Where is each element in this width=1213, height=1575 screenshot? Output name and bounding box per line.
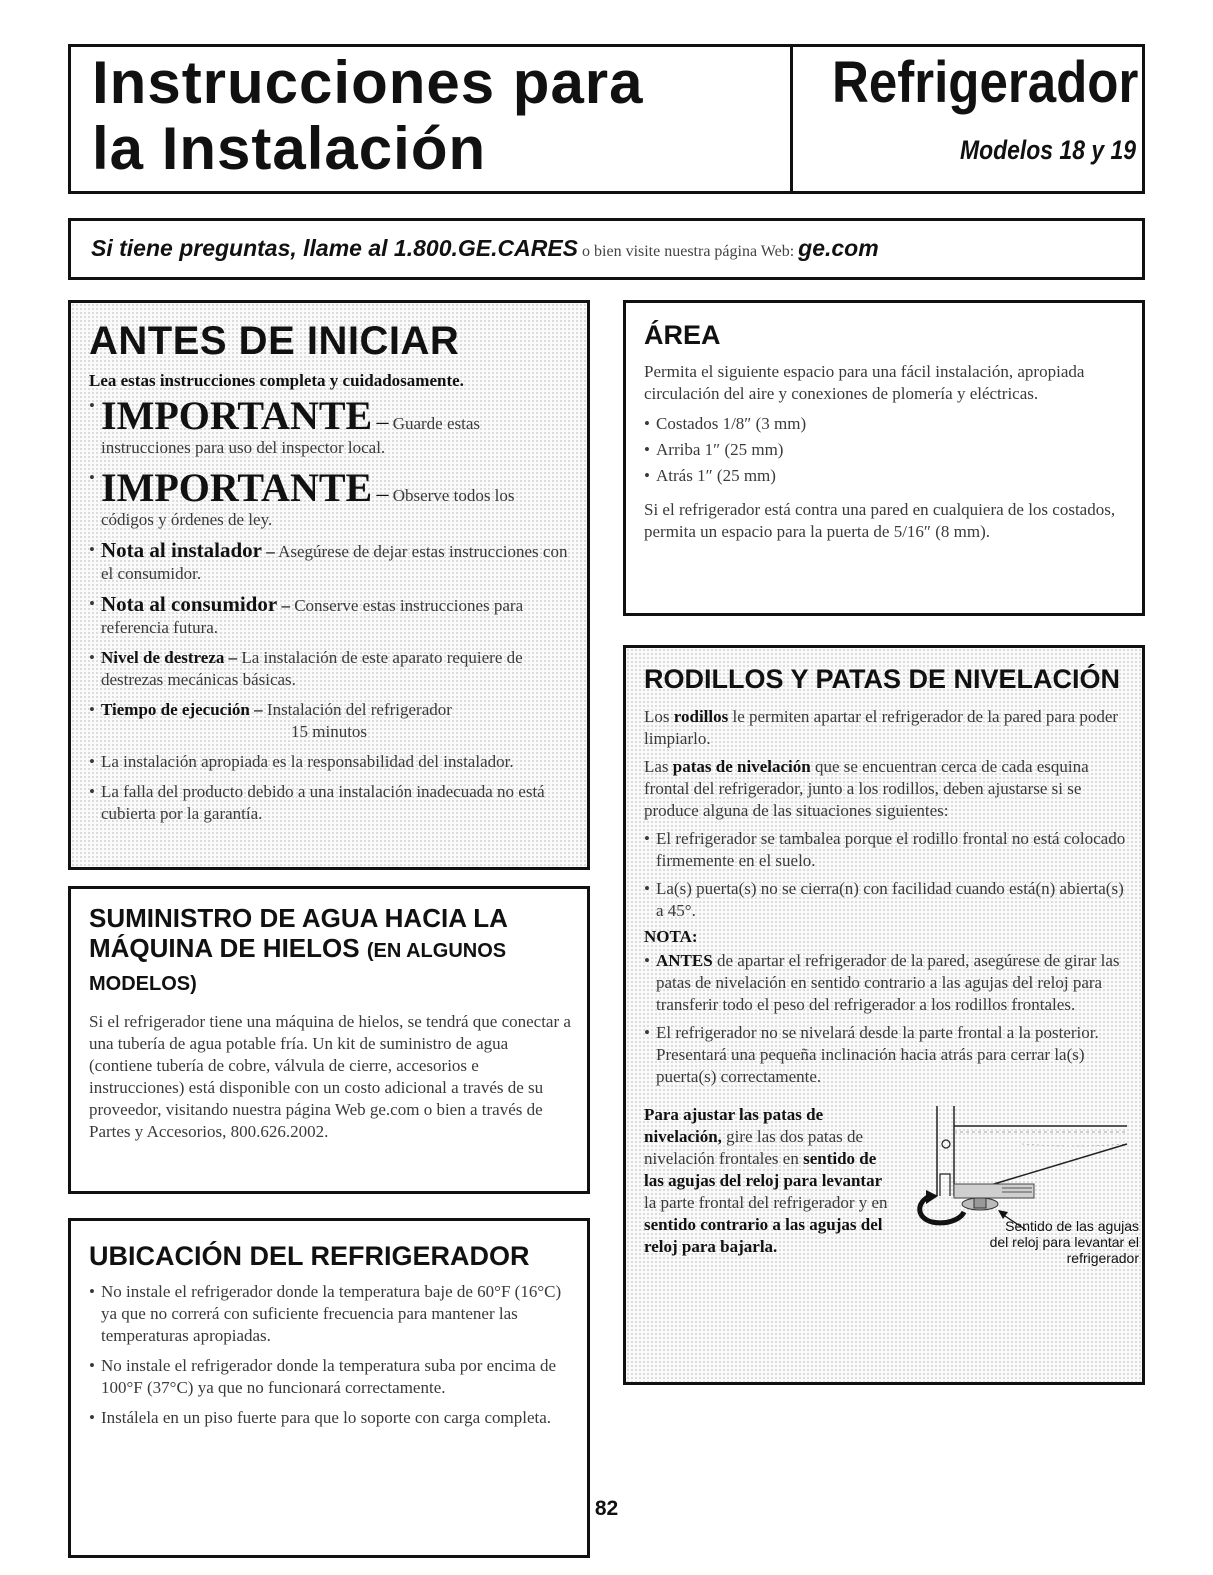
note-label: Nota al consumidor <box>101 592 278 616</box>
website-link[interactable]: ge.com <box>798 235 879 261</box>
section-title: RODILLOS Y PATAS DE NIVELACIÓN <box>644 664 1121 694</box>
note-item: • Nota al consumidor – Conserve estas instrucciones para referencia futura. <box>89 593 571 639</box>
important-label: IMPORTANTE <box>101 393 373 438</box>
list-item: • Atrás 1″ (25 mm) <box>644 465 1126 487</box>
area-section <box>623 300 1145 616</box>
section-title <box>89 903 571 999</box>
section-title: ÁREA <box>644 320 721 350</box>
nota-item: • ANTES de apartar el refrigerador de la pared, asegúrese de girar las patas de nivelación en sentido contrario a las agujas del reloj para transferir todo el peso del refrigerador a los rodillos frontales. <box>644 950 1126 1016</box>
patas-paragraph: Las patas de nivelación que se encuentran cerca de cada esquina frontal del refrigerador, junto a los rodillos, deben ajustarse si se produce alguna de las situaciones siguientes: <box>644 757 1089 820</box>
important-text: Guarde estas instrucciones para uso del inspector local. <box>101 414 481 457</box>
note-text: Conserve estas instrucciones para referencia futura. <box>101 596 524 637</box>
important-label: IMPORTANTE <box>101 465 373 510</box>
models-subtitle: Modelos 18 y 19 <box>959 135 1136 165</box>
page-number: 82 <box>594 1497 619 1520</box>
list-item: • El refrigerador se tambalea porque el rodillo frontal no está colocado firmemente en el suelo. <box>644 828 1126 872</box>
section-title: ANTES DE INICIAR <box>89 319 460 363</box>
note-text: Asegúrese de dejar estas instrucciones con el consumidor. <box>101 542 568 583</box>
list-item: • Costados 1/8″ (3 mm) <box>644 413 1126 435</box>
contact-question: Si tiene preguntas, llame al 1.800.GE.CARES <box>91 235 579 261</box>
nota-item: • El refrigerador no se nivelará desde la parte frontal a la posterior. Presentará una pequeña inclinación hacia atrás para cerrar la(s) puerta(s) correctamente. <box>644 1022 1126 1088</box>
title-small: (EN ALGUNOS <box>366 940 507 962</box>
time-value: 15 minutos <box>291 722 368 741</box>
list-item: • La(s) puerta(s) no se cierra(n) con facilidad cuando está(n) abierta(s) a 45°. <box>644 878 1126 922</box>
header-divider <box>790 44 793 194</box>
note-item: • Nivel de destreza – La instalación de este aparato requiere de destrezas mecánicas básicas. <box>89 647 571 691</box>
section-body: Si el refrigerador tiene una máquina de hielos, se tendrá que conectar a una tubería de agua potable fría. Un kit de suministro de agua (contiene tubería de cobre, válvula de cierre, accesorios e instrucciones) está disponible con un costo adicional a través de su proveedor, visitando nuestra página Web ge.com o bien a través de Partes y Accesorios, 800.626.2002. <box>89 1012 571 1141</box>
list-item: • No instale el refrigerador donde la temperatura suba por encima de 100°F (37°C) ya que no funcionará correctamente. <box>89 1355 571 1399</box>
document-title <box>92 50 782 182</box>
intro-text: Lea estas instrucciones completa y cuidadosamente. <box>89 371 464 390</box>
important-item: • IMPORTANTE – Guarde estas instrucciones para uso del inspector local. <box>89 395 571 459</box>
contact-bar <box>68 218 1145 280</box>
list-item: • La falla del producto debido a una instalación inadecuada no está cubierta por la garantía. <box>89 781 571 825</box>
title-main: SUMINISTRO DE AGUA HACIA LA MÁQUINA DE HIELOS <box>89 903 507 963</box>
product-title: Refrigerador <box>832 50 1139 115</box>
list-item: • La instalación apropiada es la responsabilidad del instalador. <box>89 751 571 773</box>
rodillos-section <box>623 645 1145 1385</box>
note-text: Instalación del refrigerador <box>266 700 452 719</box>
contact-middle: o bien visite nuestra página Web: <box>578 243 799 260</box>
antes-de-iniciar-section <box>68 300 590 870</box>
suministro-agua-section <box>68 886 590 1194</box>
rodillos-paragraph: Los rodillos le permiten apartar el refrigerador de la pared para poder limpiarlo. <box>644 707 1119 748</box>
note-text: La instalación de este aparato requiere de destrezas mecánicas básicas. <box>101 648 523 689</box>
adjust-block <box>644 1104 1139 1304</box>
figure-caption: Sentido de las agujas del reloj para levantar el refrigerador <box>989 1218 1139 1266</box>
title-line-2: la Instalación <box>92 115 487 182</box>
note-item: • Tiempo de ejecución – Instalación del refrigerador 15 minutos <box>89 699 571 743</box>
note-label: Nota al instalador <box>101 538 263 562</box>
area-note: Si el refrigerador está contra una pared en cualquiera de los costados, permita un espacio para la puerta de 5/16″ (8 mm). <box>644 500 1116 541</box>
note-label: Nivel de destreza <box>101 648 225 667</box>
note-label: Tiempo de ejecución <box>101 700 250 719</box>
important-text: Observe todos los códigos y órdenes de ley. <box>101 486 515 529</box>
list-item: • No instale el refrigerador donde la temperatura baje de 60°F (16°C) ya que no correrá con suficiente frecuencia para mantener las temperaturas apropiadas. <box>89 1281 571 1347</box>
area-intro: Permita el siguiente espacio para una fácil instalación, apropiada circulación del aire y conexiones de plomería y eléctricas. <box>644 362 1085 403</box>
section-title: UBICACIÓN DEL REFRIGERADOR <box>89 1241 530 1271</box>
title-line-3: MODELOS) <box>89 973 197 995</box>
adjust-instructions: Para ajustar las patas de nivelación, gire las dos patas de nivelación frontales en sentido de las agujas del reloj para levantar la parte frontal del refrigerador y en sentido contrario a las agujas del reloj para bajarla. <box>644 1105 888 1256</box>
nota-label: NOTA: <box>644 927 698 946</box>
important-item: • IMPORTANTE – Observe todos los códigos y órdenes de ley. <box>89 467 571 531</box>
note-item: • Nota al instalador – Asegúrese de dejar estas instrucciones con el consumidor. <box>89 539 571 585</box>
title-line-1: Instrucciones para <box>92 49 644 116</box>
list-item: • Arriba 1″ (25 mm) <box>644 439 1126 461</box>
list-item: • Instálela en un piso fuerte para que lo soporte con carga completa. <box>89 1407 571 1429</box>
